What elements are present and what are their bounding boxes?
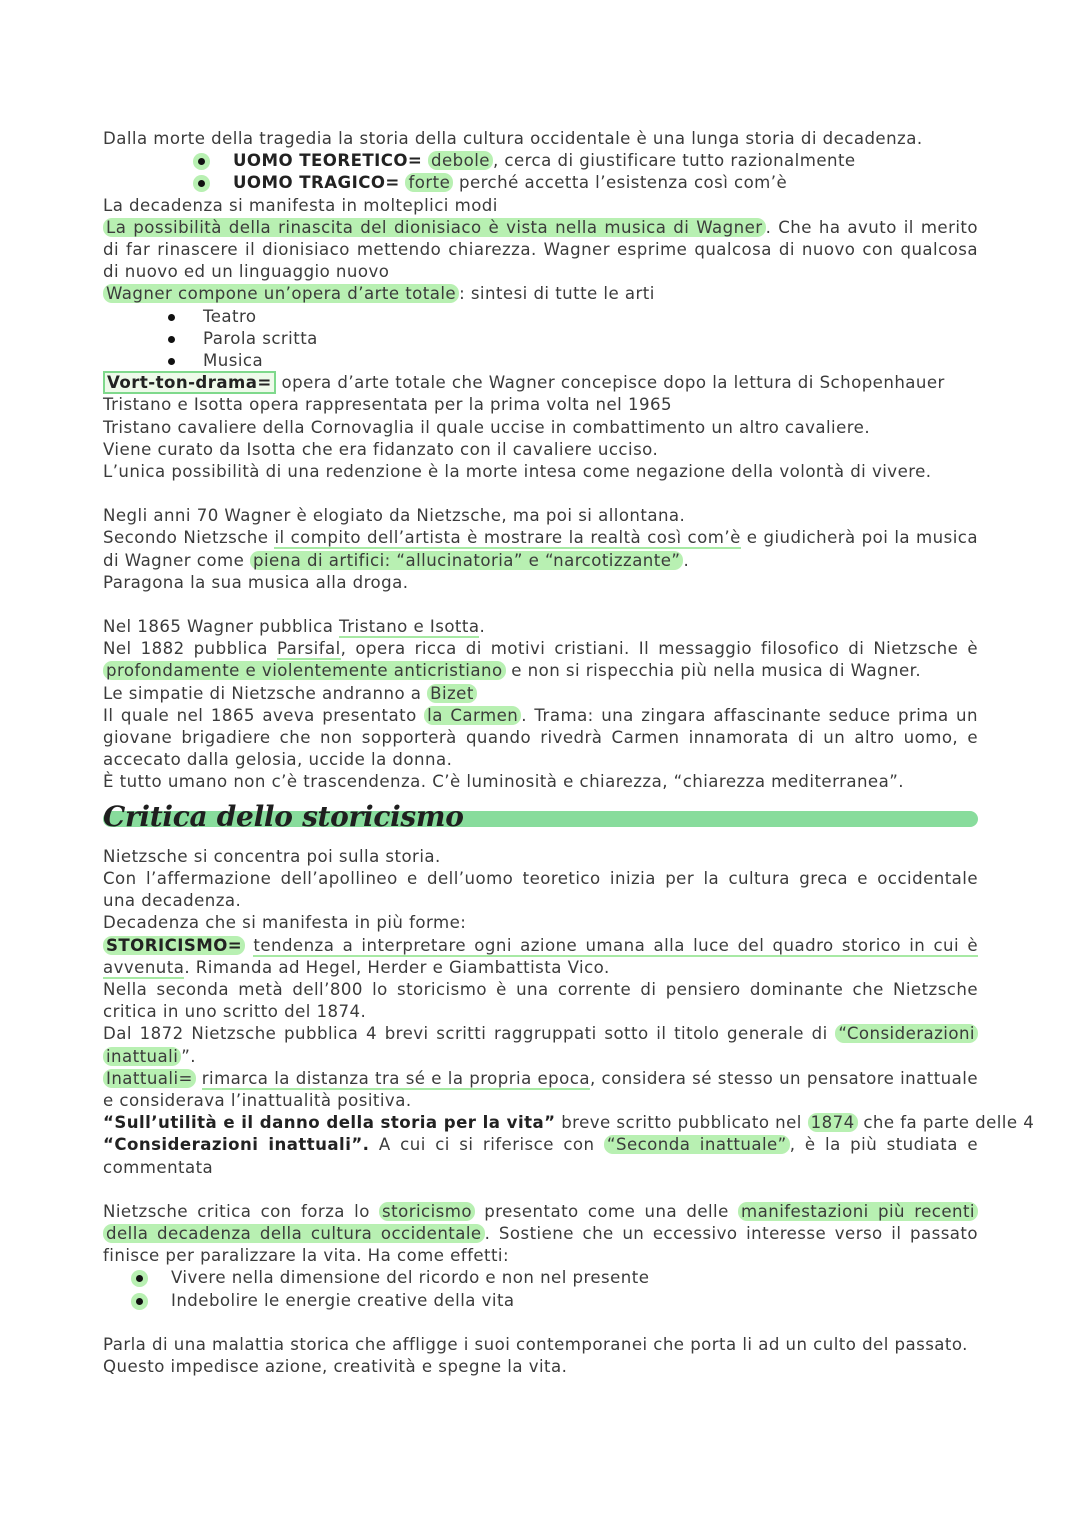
section-malattia	[103, 1334, 978, 1378]
highlight: profondamente e violentemente anticristiano	[103, 661, 506, 680]
text-line: Nel 1882 pubblica Parsifal, opera ricca di motivi cristiani. Il messaggio filosofico di Nietzsche è	[103, 639, 978, 659]
text-line: della decadenza della cultura occidentale . Sostiene che un eccessivo interesse verso il passato	[103, 1223, 978, 1245]
text-line: Negli anni 70 Wagner è elogiato da Nietzsche, ma poi si allontana.	[103, 506, 686, 526]
underline: rimarca la distanza tra sé e la propria epoca	[201, 1068, 590, 1088]
text-line: Tristano cavaliere della Cornovaglia il quale uccise in combattimento un altro cavaliere.	[103, 417, 871, 437]
text-line: Vort-ton-drama= opera d’arte totale che Wagner concepisce dopo la lettura di Schopenhauer	[103, 372, 978, 394]
text-line: accecato dalla gelosia, uccide la donna.	[103, 750, 453, 770]
text-line: La possibilità della rinascita del dionisiaco è vista nella musica di Wagner . Che ha avuto il merito	[103, 217, 978, 239]
underline: Tristano e Isotta	[339, 617, 480, 637]
text-line: Wagner compone un’opera d’arte totale : sintesi di tutte le arti	[103, 283, 978, 305]
highlight: Bizet	[427, 684, 477, 703]
text-line: L’unica possibilità di una redenzione è la morte intesa come negazione della volontà di vivere.	[103, 462, 932, 482]
bullet-uomo-tragico: UOMO TRAGICO= forte perché accetta l’esistenza così com’è	[103, 172, 978, 194]
text-line: Parla di una malattia storica che affligge i suoi contemporanei che porta li ad un culto del passato.	[103, 1334, 968, 1354]
text-line: critica in uno scritto del 1874.	[103, 1002, 367, 1022]
highlight: La possibilità della rinascita del dionisiaco è vista nella musica di Wagner	[103, 218, 766, 237]
text-line: di Wagner come piena di artifici: “allucinatoria” e “narcotizzante” .	[103, 550, 690, 570]
text-line: Con l’affermazione dell’apollineo e dell’uomo teoretico inizia per la cultura greca e occidentale	[103, 868, 978, 888]
text-line: commentata	[103, 1157, 214, 1177]
list-item: Parola scritta	[103, 328, 978, 350]
highlight: piena di artifici: “allucinatoria” e “narcotizzante”	[250, 551, 683, 570]
highlight: storicismo	[379, 1202, 475, 1221]
text-line: Paragona la sua musica alla droga.	[103, 572, 409, 592]
text-line: Dal 1872 Nietzsche pubblica 4 brevi scritti raggruppati sotto il titolo generale di “Considerazioni	[103, 1023, 978, 1045]
section-storicismo	[103, 846, 1035, 1179]
text-line: Nietzsche critica con forza lo storicismo presentato come una delle manifestazioni più recenti	[103, 1201, 978, 1223]
text-line: Secondo Nietzsche il compito dell’artista è mostrare la realtà così com’è e giudicherà poi la musica	[103, 528, 978, 548]
underline: tendenza a interpretare ogni azione umana alla luce del quadro storico in cui è	[253, 935, 978, 955]
text-line: Tristano e Isotta opera rappresentata per la prima volta nel 1965	[103, 395, 672, 415]
term-highlight: STORICISMO=	[103, 936, 245, 955]
bullet-icon	[136, 1298, 143, 1305]
heading-title: Critica dello storicismo	[103, 799, 464, 833]
text-line: Dalla morte della tragedia la storia della cultura occidentale è una lunga storia di decadenza.	[103, 129, 923, 148]
text-line: Nietzsche si concentra poi sulla storia.	[103, 846, 441, 866]
bullet-icon	[168, 358, 175, 365]
text-line: inattuali ”.	[103, 1046, 978, 1068]
text-line: Le simpatie di Nietzsche andranno a Bizet	[103, 683, 978, 705]
underline: Parsifal	[276, 639, 341, 659]
section-bizet	[103, 616, 978, 794]
text-line: “Sull’utilità e il danno della storia per la vita” breve scritto pubblicato nel 1874 che fa parte delle 4	[103, 1113, 1035, 1133]
highlight: Wagner compone un’opera d’arte totale	[103, 284, 459, 303]
highlight: la Carmen	[424, 706, 521, 725]
section-tragedy	[103, 128, 978, 483]
section-heading	[103, 799, 978, 843]
text-line: Il quale nel 1865 aveva presentato la Carmen . Trama: una zingara affascinante seduce prima un	[103, 705, 978, 725]
list-item: Musica	[103, 350, 978, 372]
text-line	[103, 935, 978, 957]
underline: avvenuta	[103, 957, 185, 977]
text-line: La decadenza si manifesta in molteplici modi	[103, 195, 498, 215]
text-line: Nel 1865 Wagner pubblica Tristano e Isotta.	[103, 617, 486, 637]
highlight: della decadenza della cultura occidentale	[103, 1224, 485, 1243]
highlight: Inattuali=	[103, 1069, 196, 1088]
term-box: Vort-ton-drama=	[103, 371, 276, 394]
text-line: finisce per paralizzare la vita. Ha come effetti:	[103, 1246, 510, 1266]
text-line: avvenuta. Rimanda ad Hegel, Herder e Giambattista Vico.	[103, 957, 610, 977]
underline: il compito dell’artista è mostrare la realtà così com’è	[274, 528, 741, 548]
text-line: È tutto umano non c’è trascendenza. C’è luminosità e chiarezza, “chiarezza mediterranea”.	[103, 772, 904, 792]
text-line: di far rinascere il dionisiaco mettendo chiarezza. Wagner esprime qualcosa di nuovo con qualcosa	[103, 240, 978, 260]
text-line: profondamente e violentemente anticristiano e non si rispecchia più nella musica di Wagner.	[103, 660, 978, 682]
list-item: Vivere nella dimensione del ricordo e non nel presente	[103, 1267, 978, 1289]
highlight: “Considerazioni	[835, 1024, 978, 1043]
bullet-icon	[198, 180, 205, 187]
text-line: “Considerazioni inattuali”. A cui ci si riferisce con “Seconda inattuale” , è la più studiata e	[103, 1135, 978, 1155]
bullet-icon	[136, 1275, 143, 1282]
highlight: inattuali	[103, 1047, 181, 1066]
highlight: manifestazioni più recenti	[738, 1202, 978, 1221]
bullet-uomo-teoretico: UOMO TEORETICO= debole , cerca di giustificare tutto razionalmente	[103, 150, 978, 172]
text-line: giovane brigadiere che non sopporterà quando rivedrà Carmen innamorata di un altro uomo, e	[103, 728, 978, 748]
text-line: di nuovo ed un linguaggio nuovo	[103, 262, 390, 282]
text-line: Nella seconda metà dell’800 lo storicismo è una corrente di pensiero dominante che Nietzsche	[103, 979, 978, 999]
highlight: “Seconda inattuale”	[604, 1135, 790, 1154]
text-line: Questo impedisce azione, creatività e spegne la vita.	[103, 1356, 568, 1376]
bullet-icon	[168, 314, 175, 321]
text-line: e considerava l’inattualità positiva.	[103, 1090, 412, 1110]
text-line: una decadenza.	[103, 891, 242, 911]
list-item: Indebolire le energie creative della vita	[103, 1290, 978, 1312]
highlight: 1874	[808, 1113, 858, 1132]
section-nietzsche-wagner	[103, 505, 978, 594]
list-item: Teatro	[103, 306, 978, 328]
bullet-icon	[168, 336, 175, 343]
section-critica	[103, 1201, 978, 1312]
text-line: Decadenza che si manifesta in più forme:	[103, 913, 467, 933]
text-line: Viene curato da Isotta che era fidanzato con il cavaliere ucciso.	[103, 439, 659, 459]
bullet-icon	[198, 158, 205, 165]
text-line: Inattuali= rimarca la distanza tra sé e la propria epoca, considera sé stesso un pensatore inattuale	[103, 1068, 978, 1090]
